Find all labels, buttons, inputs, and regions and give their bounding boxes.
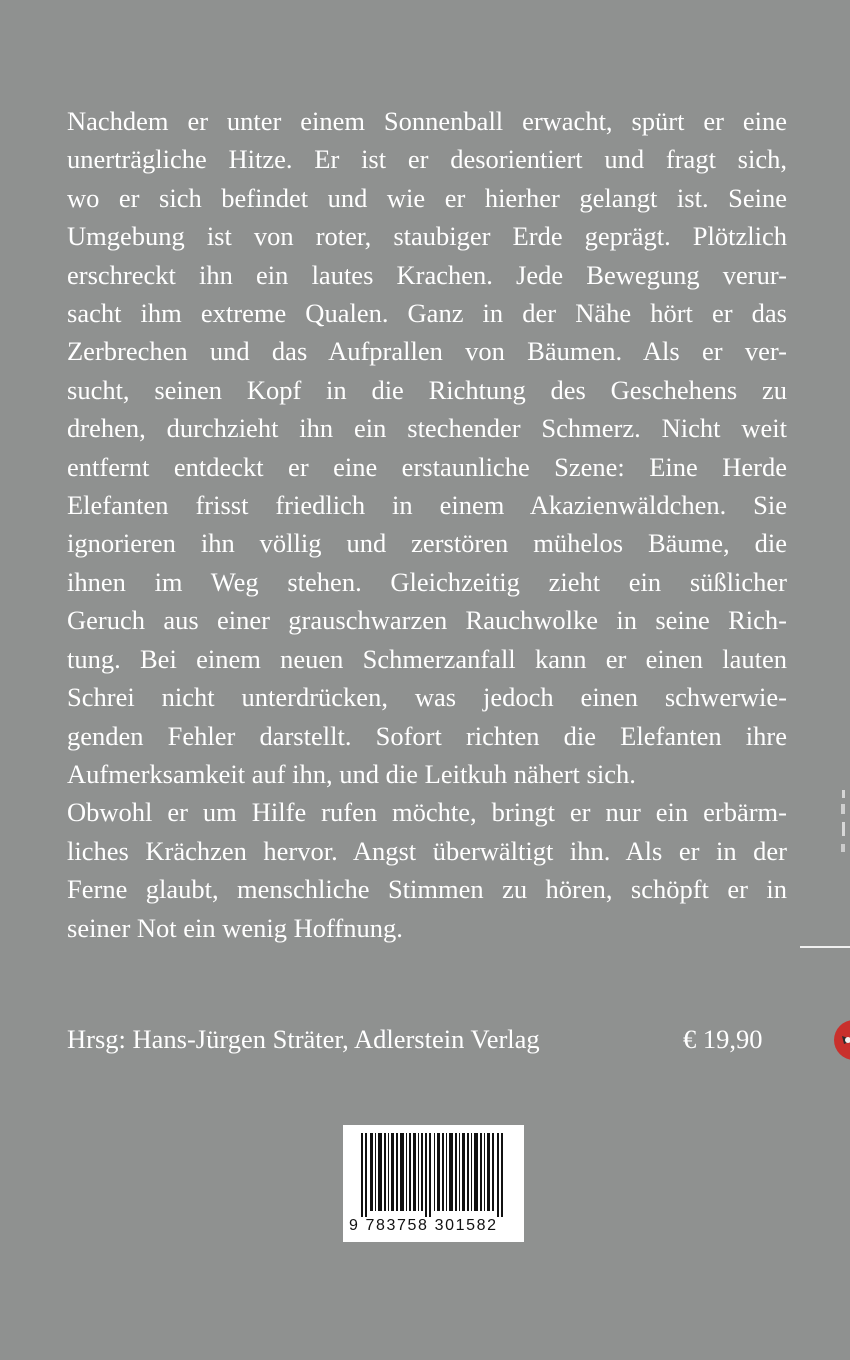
- blurb-line: Umgebung ist von roter, staubiger Erde geprägt. Plötzlich: [67, 221, 787, 252]
- blurb-line: Nachdem er unter einem Sonnenball erwacht, spürt er eine: [67, 106, 787, 136]
- blurb-line: Schrei nicht unterdrücken, was jedoch einen schwerwie-: [67, 682, 787, 713]
- spine-edge-marks: [836, 770, 850, 890]
- blurb-line: unerträgliche Hitze. Er ist er desorientiert und fragt sich,: [67, 144, 787, 175]
- blurb-line: Geruch aus einer grauschwarzen Rauchwolke in seine Rich-: [67, 605, 787, 636]
- price-label: € 19,90: [683, 1024, 763, 1054]
- blurb-line: Obwohl er um Hilfe rufen möchte, bringt er nur ein erbärm-: [67, 797, 787, 828]
- isbn-barcode: [343, 1125, 524, 1242]
- blurb-line: ihnen im Weg stehen. Gleichzeitig zieht ein süßlicher: [67, 566, 787, 597]
- blurb-line: Elefanten frisst friedlich in einem Akazienwäldchen. Sie: [67, 490, 787, 521]
- publisher-logo-icon: [828, 1010, 850, 1070]
- blurb-line: sacht ihm extreme Qualen. Ganz in der Nähe hört er das: [67, 298, 787, 329]
- blurb-line: wo er sich befindet und wie er hierher gelangt ist. Seine: [67, 182, 787, 213]
- blurb-line: ignorieren ihn völlig und zerstören mühelos Bäume, die: [67, 528, 787, 559]
- blurb-line: sucht, seinen Kopf in die Richtung des Geschehens zu: [67, 374, 787, 405]
- blurb-line: Ferne glaubt, menschliche Stimmen zu hören, schöpft er in: [67, 874, 787, 905]
- blurb-line: Aufmerksamkeit auf ihn, und die Leitkuh nähert sich.: [67, 758, 636, 789]
- isbn-digits: 9 783758 301582: [349, 1217, 498, 1234]
- blurb-line: liches Krächzen hervor. Angst überwältigt ihn. Als er in der: [67, 835, 787, 866]
- blurb-line: entfernt entdeckt er eine erstaunliche Szene: Eine Herde: [67, 451, 787, 482]
- spine-divider-line: [800, 946, 850, 948]
- blurb-line: erschreckt ihn ein lautes Krachen. Jede Bewegung verur-: [67, 259, 787, 290]
- blurb-line: drehen, durchzieht ihn ein stechender Schmerz. Nicht weit: [67, 413, 787, 444]
- publisher-credit: Hrsg: Hans-Jürgen Sträter, Adlerstein Verlag: [67, 1024, 540, 1054]
- barcode-bars: [361, 1133, 506, 1217]
- blurb-line: seiner Not ein wenig Hoffnung.: [67, 912, 403, 943]
- blurb-line: genden Fehler darstellt. Sofort richten die Elefanten ihre: [67, 720, 787, 751]
- blurb-line: Zerbrechen und das Aufprallen von Bäumen. Als er ver-: [67, 336, 787, 367]
- blurb-line: tung. Bei einem neuen Schmerzanfall kann er einen lauten: [67, 643, 787, 674]
- back-cover-blurb: [67, 102, 787, 947]
